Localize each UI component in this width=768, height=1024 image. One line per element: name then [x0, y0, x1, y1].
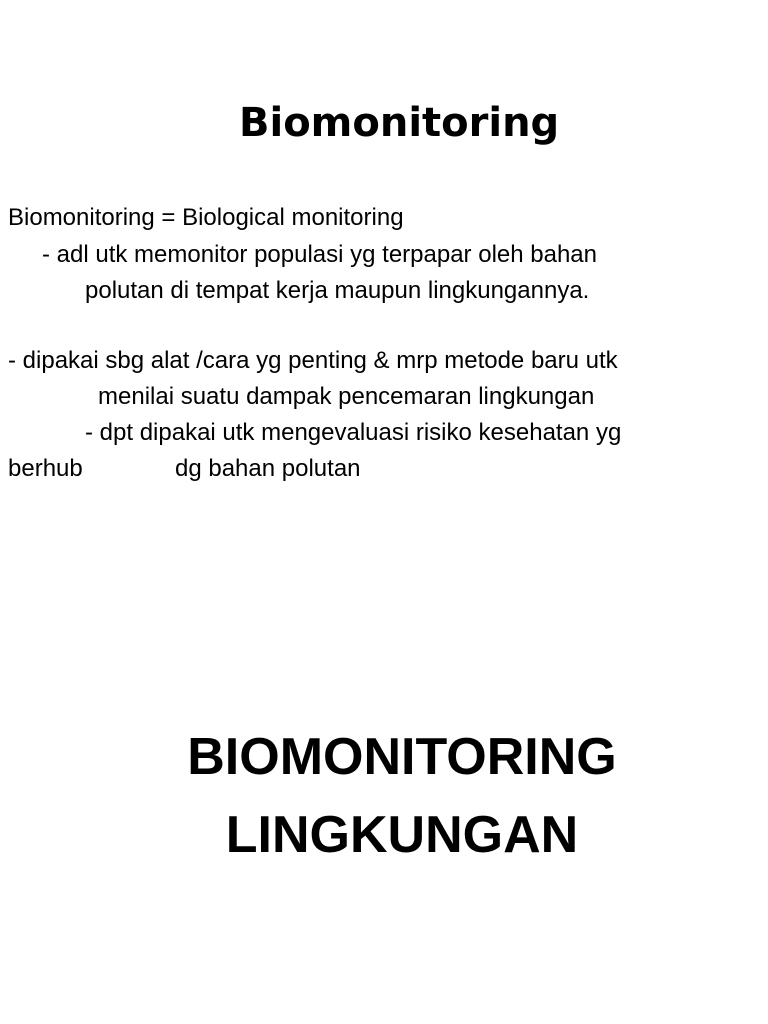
body-line-bullet-2: - dipakai sbg alat /cara yg penting & mrp metode baru utk: [8, 347, 618, 374]
body-line-bullet-3: - dpt dipakai utk mengevaluasi risiko kesehatan yg: [85, 419, 622, 446]
body-line-bullet-1-cont: polutan di tempat kerja maupun lingkungannya.: [85, 277, 590, 304]
body-line-bullet-3-cont-a: berhub: [8, 455, 83, 482]
body-line-definition: Biomonitoring = Biological monitoring: [8, 204, 404, 231]
body-line-bullet-1: - adl utk memonitor populasi yg terpapar oleh bahan: [42, 241, 597, 268]
page-title: Biomonitoring: [239, 100, 560, 146]
body-line-bullet-3-cont-b: dg bahan polutan: [175, 455, 361, 482]
slide-title-line-1: BIOMONITORING: [187, 728, 617, 786]
slide-title-line-2: LINGKUNGAN: [225, 806, 579, 864]
body-line-bullet-2-cont: menilai suatu dampak pencemaran lingkungan: [98, 383, 595, 410]
